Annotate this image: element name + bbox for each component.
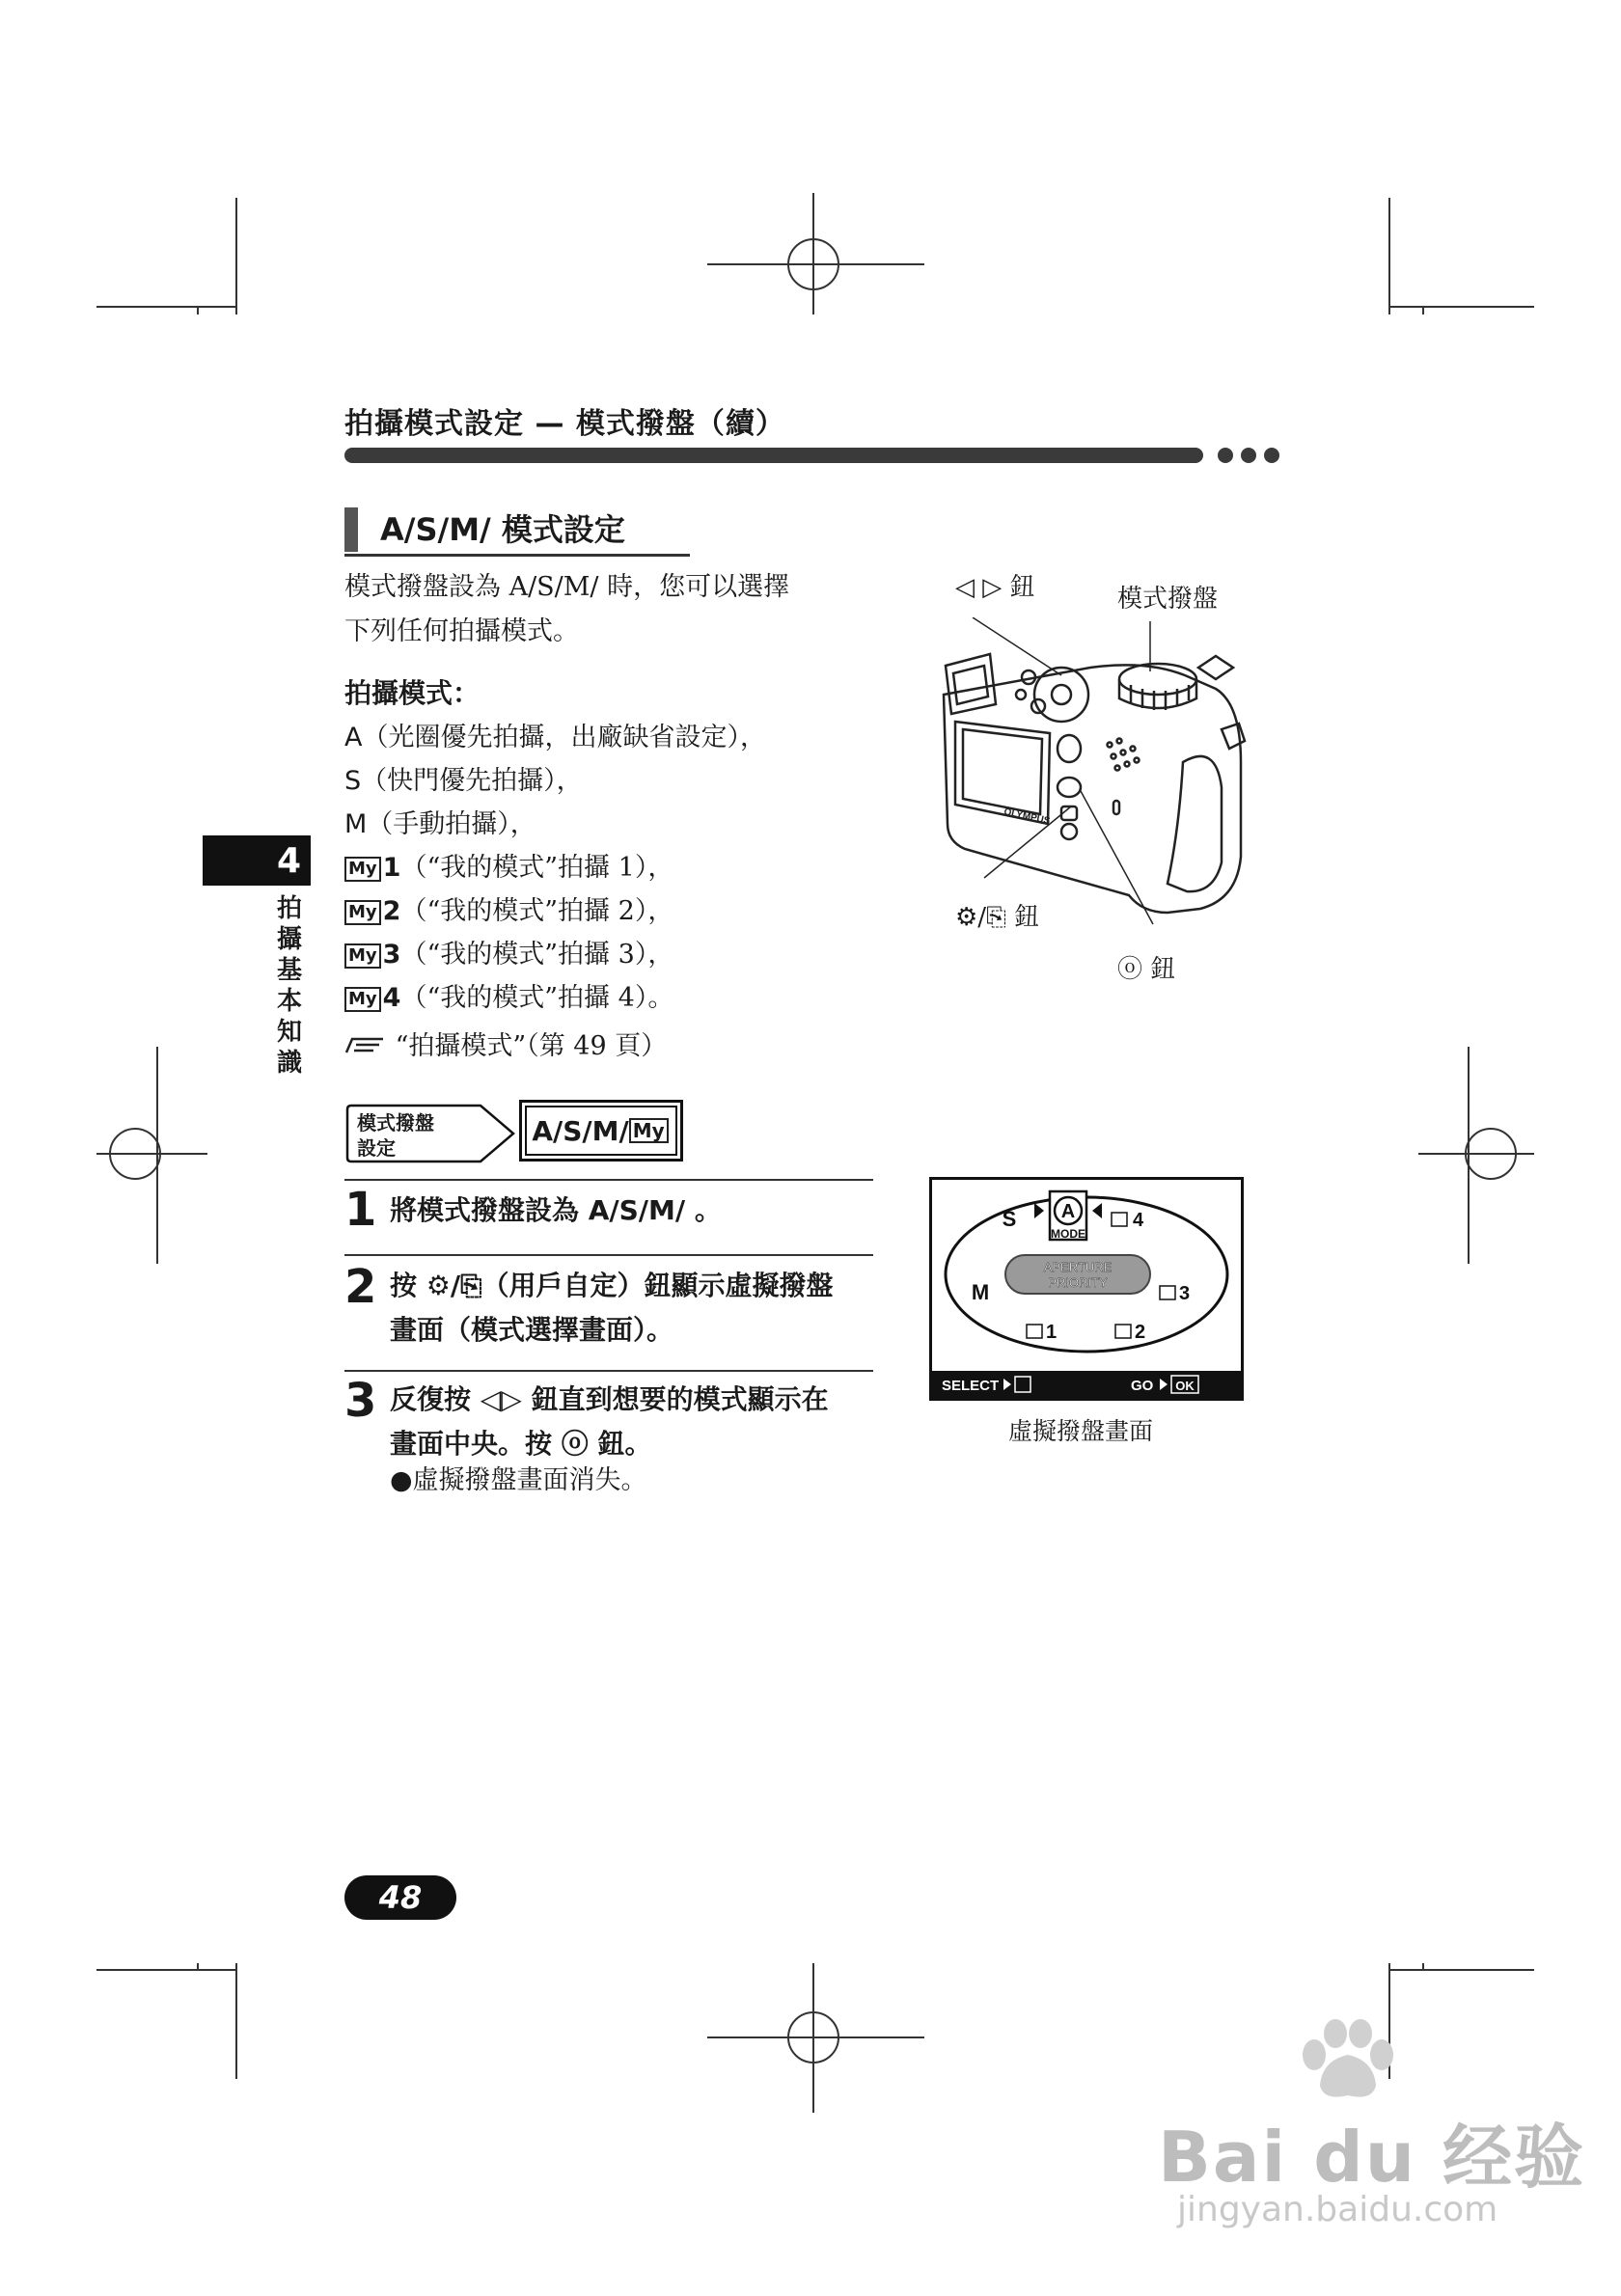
step-number: 3 (344, 1374, 377, 1428)
screen-my2-label: 2 (1135, 1322, 1146, 1343)
dial-tag-line1: 模式撥盤 (357, 1111, 434, 1134)
page-number (344, 1875, 456, 1920)
dial-tag-line2: 設定 (357, 1136, 396, 1160)
reference-text: “拍攝模式”（第 49 頁） (395, 1031, 668, 1061)
chapter-title-char: 識 (276, 1049, 302, 1078)
step-line: 按 ⚙/⎘（用戶自定）鈕顯示虛擬撥盤 (390, 1270, 834, 1301)
step-divider (344, 1370, 873, 1372)
header-dot (1218, 448, 1233, 463)
my-mode-icon: My (344, 943, 381, 969)
step-divider (344, 1254, 873, 1256)
screen-mode-label: MODE (1051, 1227, 1085, 1241)
screen-m-label: M (971, 1280, 990, 1304)
step-line: 反復按 ◁▷ 鈕直到想要的模式顯示在 (390, 1383, 829, 1415)
ok-button-label: ⓞ 鈕 (1117, 955, 1176, 984)
mode-desc: （手動拍攝）， (367, 809, 536, 839)
mode-letter: 1 (382, 853, 401, 883)
step-number: 2 (344, 1260, 377, 1314)
mode-desc: （光圈優先拍攝，出廠缺省設定）， (362, 723, 766, 752)
mode-desc: （“我的模式”拍攝 2）， (400, 896, 674, 926)
chapter-title-char: 基 (276, 956, 302, 985)
screen-my1-label: 1 (1046, 1322, 1058, 1343)
camera-brand-label: OLYMPUS (1003, 806, 1052, 828)
mode-letter: A (344, 723, 363, 752)
screen-s-label: S (1002, 1207, 1017, 1231)
step-divider (344, 1179, 873, 1181)
mode-letter: M (344, 809, 368, 839)
modes-title: 拍攝模式： (344, 677, 481, 709)
mode-item (344, 803, 536, 840)
mode-letter: 3 (382, 940, 401, 970)
section-header: 拍攝模式設定 — 模式撥盤（續） (344, 407, 785, 441)
chapter-title-char: 知 (276, 1018, 302, 1047)
mode-item (344, 716, 766, 753)
screen-select-label: SELECT (942, 1378, 1000, 1394)
chapter-title-char: 攝 (276, 925, 302, 954)
header-dot (1264, 448, 1279, 463)
mode-item (344, 759, 583, 797)
mode-letter: 2 (382, 896, 401, 926)
screen-ok-label: OK (1175, 1379, 1195, 1393)
mode-desc: （“我的模式”拍攝 1）， (400, 853, 674, 883)
paw-logo-icon (1293, 2016, 1399, 2103)
mode-item (344, 846, 673, 884)
step-text (390, 1264, 880, 1353)
chapter-number: 4 (276, 840, 301, 881)
dial-value-text: A/S/M/ (532, 1114, 629, 1147)
page-reference (344, 1025, 667, 1062)
pointing-hand-icon (344, 1033, 387, 1056)
header-dot (1241, 448, 1256, 463)
watermark-brand: Bai du 经验 (1158, 2117, 1586, 2198)
header-bar (344, 448, 1203, 463)
custom-button-label: ⚙/⎘ 鈕 (955, 903, 1040, 932)
arrows-button-label: ◁ ▷ 鈕 (955, 573, 1035, 602)
camera-illustration (926, 617, 1264, 926)
screen-my3-label: 3 (1179, 1283, 1191, 1304)
step-text (390, 1378, 880, 1466)
mode-letter: S (344, 766, 362, 796)
virtual-dial-screen (929, 1177, 1244, 1401)
screen-a-label: A (1060, 1201, 1076, 1222)
my-mode-icon: My (629, 1118, 669, 1143)
screen-aperture-line1: APERTURE (1043, 1260, 1113, 1274)
step-text (390, 1189, 880, 1233)
my-mode-icon: My (344, 900, 381, 925)
watermark-url: jingyan.baidu.com (1177, 2190, 1498, 2229)
mode-item (344, 933, 673, 970)
step-line: 畫面（模式選擇畫面）。 (390, 1314, 674, 1346)
step-line: 將模式撥盤設為 A/S/M/ 。 (390, 1194, 722, 1226)
my-mode-icon: My (344, 857, 381, 882)
intro-line: 下列任何拍攝模式。 (344, 616, 579, 646)
chapter-title (270, 893, 309, 1079)
chapter-title-char: 本 (276, 987, 302, 1016)
chapter-tab (203, 835, 311, 886)
virtual-dial-graphic (932, 1180, 1241, 1398)
screen-my4-label: 4 (1133, 1210, 1144, 1231)
screen-caption: 虛擬撥盤畫面 (1008, 1417, 1154, 1445)
page-heading (380, 506, 625, 550)
screen-aperture-line2: PRIORITY (1048, 1275, 1108, 1290)
chapter-title-char: 拍 (276, 894, 302, 923)
screen-go-label: GO (1131, 1378, 1154, 1394)
dial-value (525, 1106, 677, 1156)
my-mode-icon: My (344, 987, 381, 1012)
mode-item (344, 889, 673, 927)
step-number: 1 (344, 1183, 377, 1237)
step-line: 畫面中央。按 ⓞ 鈕。 (390, 1428, 652, 1460)
mode-item (344, 976, 673, 1014)
heading-underline (344, 554, 690, 557)
mode-desc: （“我的模式”拍攝 3）， (400, 940, 674, 970)
step-note: ●虛擬撥盤畫面消失。 (390, 1465, 647, 1495)
intro-paragraph (344, 565, 885, 654)
mode-desc: （快門優先拍攝）， (361, 766, 583, 796)
page-number-text: 48 (378, 1879, 423, 1916)
heading-marker (344, 507, 358, 552)
mode-desc: （“我的模式”拍攝 4）。 (400, 983, 674, 1013)
intro-line: 模式撥盤設為 A/S/M/ 時，您可以選擇 (344, 572, 790, 602)
mode-letter: 4 (382, 983, 401, 1013)
heading-text: A/S/M/ 模式設定 (380, 511, 625, 548)
mode-dial-label: 模式撥盤 (1117, 585, 1219, 614)
